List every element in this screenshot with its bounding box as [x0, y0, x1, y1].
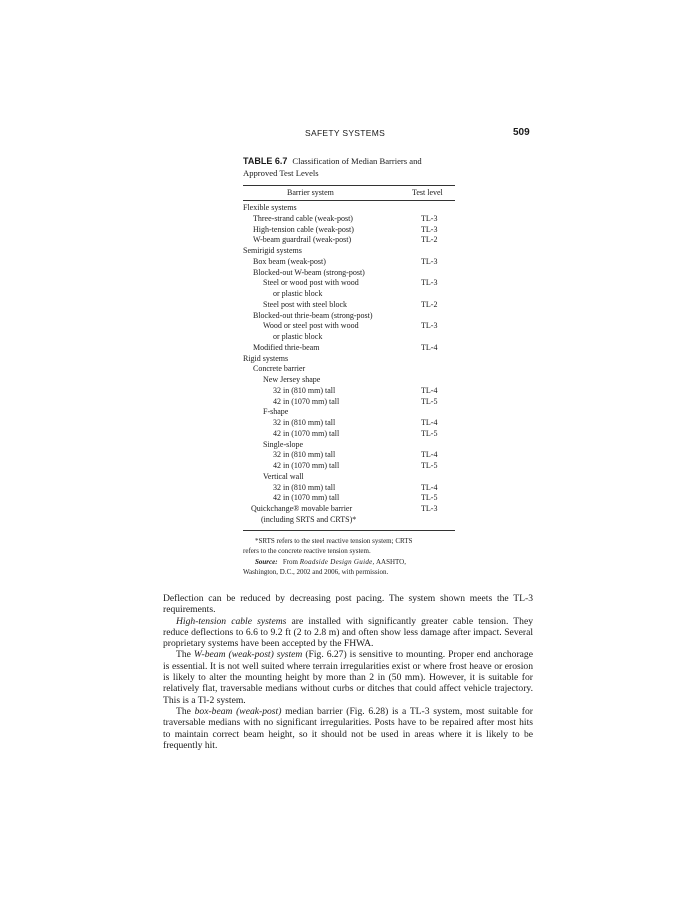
table-row: [243, 235, 455, 246]
row-test-level: TL-3: [421, 256, 438, 266]
table-row: [243, 278, 455, 289]
row-label: Single-slope: [263, 439, 303, 449]
row-label: High-tension cable (weak-post): [253, 224, 354, 234]
paragraph-4: [163, 706, 533, 751]
table-row: [243, 386, 455, 397]
row-label: Modified thrie-beam: [253, 342, 320, 352]
row-label: 32 in (810 mm) tall: [273, 418, 336, 427]
table-row: [243, 429, 455, 440]
column-header-test-level: Test level: [412, 188, 443, 197]
row-label: or plastic block: [273, 289, 323, 298]
row-test-level: TL-3: [421, 504, 438, 513]
table-row: [243, 321, 455, 332]
row-label: or plastic block: [273, 332, 323, 341]
row-test-level: TL-4: [421, 418, 438, 427]
row-test-level: TL-4: [421, 482, 438, 492]
table-row: [243, 257, 455, 268]
table-row: [243, 332, 455, 343]
table-row: [243, 364, 455, 375]
table-row: [243, 203, 455, 214]
row-test-level: TL-5: [421, 396, 438, 406]
paragraph-4-text: median barrier (Fig. 6.28) is a TL-3 system, most suitable for traversable medians with no significant irregularities. Posts have to be repaired after most hits to maintain correct beam height, so it should not be used in areas where it is likely to be frequently hit.: [163, 705, 533, 751]
source-label: Source:: [255, 557, 278, 566]
row-label: Blocked-out thrie-beam (strong-post): [253, 310, 373, 320]
footnote-line-2: refers to the concrete reactive tension system.: [243, 547, 371, 555]
row-label: Blocked-out W-beam (strong-post): [253, 267, 365, 277]
row-label: Steel or wood post with wood: [263, 278, 359, 288]
source-title: Roadside Design Guide,: [299, 557, 375, 566]
table-number: TABLE 6.7: [243, 156, 288, 166]
table-row: [243, 289, 455, 300]
paragraph-3-pre: The: [176, 649, 194, 661]
table-row: [243, 472, 455, 483]
page-header: [0, 128, 695, 142]
row-test-level: TL-2: [421, 235, 438, 245]
column-header-barrier-system: Barrier system: [287, 188, 334, 197]
paragraph-3-emphasis: W-beam (weak-post) system: [193, 649, 303, 661]
table-footnote: [243, 536, 455, 578]
table-row: [243, 300, 455, 311]
table-row: [243, 515, 455, 526]
table-row: [243, 407, 455, 418]
row-label: 42 in (1070 mm) tall: [273, 396, 340, 406]
paragraph-1-text: Deflection can be reduced by decreasing post pacing. The system shown meets the TL-3 requirements.: [163, 593, 533, 616]
row-label: (including SRTS and CRTS)*: [261, 514, 357, 524]
paragraph-4-pre: The: [176, 705, 195, 717]
table-row: [243, 268, 455, 279]
table-row: [243, 246, 455, 257]
table-row: [243, 214, 455, 225]
row-label: Semirigid systems: [243, 246, 302, 255]
row-label: Rigid systems: [243, 353, 289, 363]
paragraph-3: [163, 649, 533, 705]
table-row: [243, 225, 455, 236]
table-header-rule: [243, 200, 455, 201]
row-test-level: TL-4: [421, 342, 438, 352]
row-test-level: TL-4: [421, 385, 438, 395]
paragraph-2-emphasis: High-tension cable systems: [176, 615, 287, 627]
row-test-level: TL-3: [421, 278, 438, 288]
row-test-level: TL-3: [421, 213, 438, 223]
table-row: [243, 418, 455, 429]
row-label: 42 in (1070 mm) tall: [273, 461, 340, 470]
paragraph-2: [163, 616, 533, 650]
table-row: [243, 311, 455, 322]
row-test-level: TL-5: [421, 461, 438, 470]
row-label: New Jersey shape: [263, 375, 321, 384]
row-test-level: TL-3: [421, 321, 438, 331]
row-test-level: TL-5: [421, 493, 438, 503]
row-label: Box beam (weak-post): [253, 256, 326, 266]
table-row: [243, 375, 455, 386]
table-bottom-rule: [243, 530, 455, 531]
row-test-level: TL-2: [421, 299, 438, 309]
paragraph-1: [163, 593, 533, 616]
row-label: 42 in (1070 mm) tall: [273, 493, 340, 503]
row-label: 32 in (810 mm) tall: [273, 450, 336, 460]
row-label: F-shape: [263, 407, 289, 417]
table-row: [243, 397, 455, 408]
row-label: Vertical wall: [263, 471, 304, 481]
row-test-level: TL-5: [421, 428, 438, 438]
table-6-7: [243, 156, 455, 578]
row-label: Wood or steel post with wood: [263, 321, 359, 331]
table-body: [243, 203, 455, 526]
table-caption: [243, 156, 455, 179]
row-label: Flexible systems: [243, 203, 297, 212]
running-head: SAFETY SYSTEMS: [305, 128, 386, 138]
row-label: 32 in (810 mm) tall: [273, 385, 336, 395]
page-number: 509: [513, 127, 530, 138]
source-line-2: Washington, D.C., 2002 and 2006, with permission.: [243, 568, 389, 576]
caption-line-2: Approved Test Levels: [243, 167, 319, 178]
paragraph-4-emphasis: box-beam (weak-post): [194, 705, 282, 717]
source-from: From: [282, 557, 298, 566]
table-row: [243, 493, 455, 504]
table-row: [243, 450, 455, 461]
row-label: 32 in (810 mm) tall: [273, 482, 336, 492]
row-label: Three-strand cable (weak-post): [253, 213, 353, 223]
paragraph-3-text: (Fig. 6.27) is sensitive to mounting. Proper end anchorage is essential. It is not well suited where terrain irregularities exist or where frost heave or erosion is likely to alter the mounting height by more than 2 in (50 mm). However, it is suitable for relatively flat, traversable medians without curbs or ditches that could affect vehicle trajectory. This is a Tl-2 system.: [163, 649, 533, 706]
table-column-headers: [243, 186, 455, 200]
row-label: Quickchange® movable barrier: [251, 504, 353, 513]
row-label: Concrete barrier: [253, 364, 306, 374]
source-rest: AASHTO,: [375, 557, 406, 566]
row-test-level: TL-4: [421, 450, 438, 460]
table-row: [243, 343, 455, 354]
footnote-line-1: *SRTS refers to the steel reactive tension system; CRTS: [255, 536, 413, 545]
row-label: W-beam guardrail (weak-post): [253, 235, 352, 245]
row-label: 42 in (1070 mm) tall: [273, 428, 340, 438]
row-test-level: TL-3: [421, 224, 438, 234]
table-row: [243, 461, 455, 472]
table-row: [243, 483, 455, 494]
caption-line-1: Classification of Median Barriers and: [292, 156, 422, 166]
table-row: [243, 440, 455, 451]
row-label: Steel post with steel block: [263, 299, 347, 309]
body-text: [163, 593, 533, 751]
table-row: [243, 504, 455, 515]
paragraph-2-text: are installed with significantly greater cable tension. They reduce deflections to 6.6 to 9.2 ft (2 to 2.8 m) and often show less damage after impact. Several proprietary systems have been accepted by the FHWA.: [163, 615, 534, 650]
table-row: [243, 354, 455, 365]
